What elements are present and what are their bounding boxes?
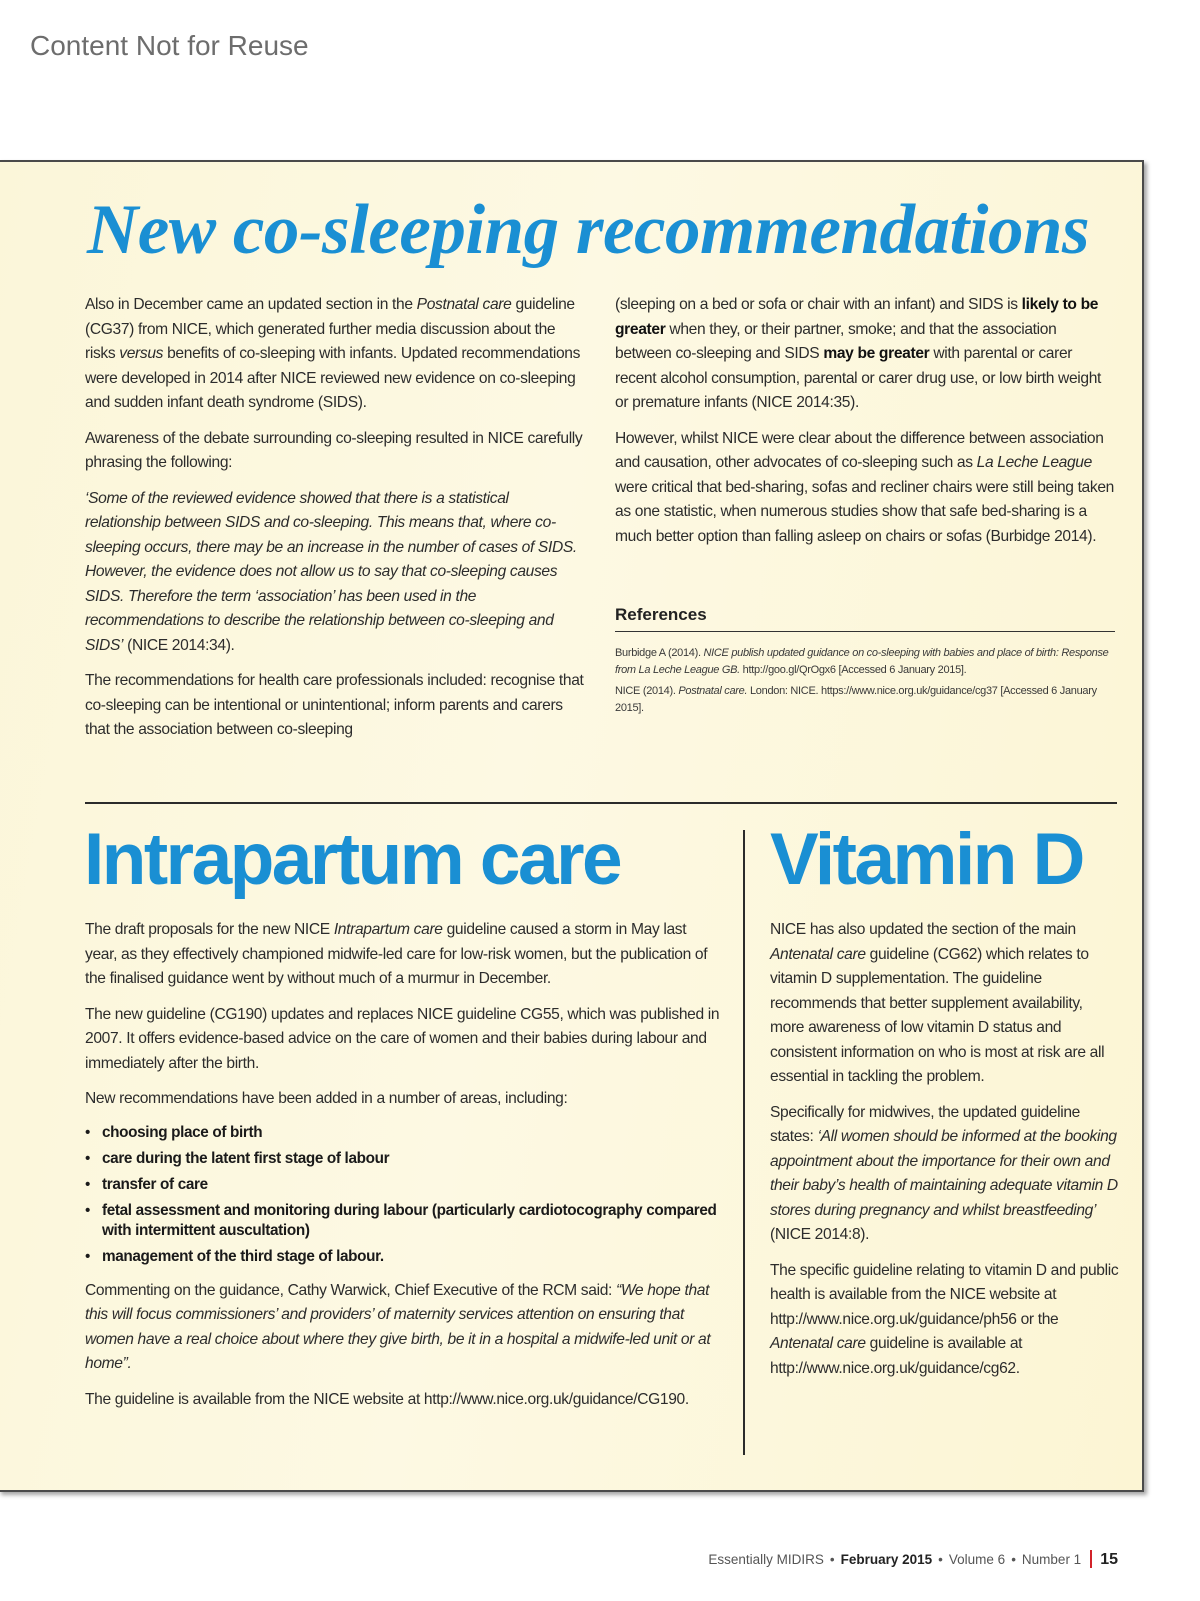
rcm-quote-paragraph: Commenting on the guidance, Cathy Warwick, Chief Executive of the RCM said: “We hope that this will focus commissioners’ and providers’ of maternity services attention on ensuring that women have a real choice about where they give birth, be it in a hospital a midwife-led unit or at home”.: [85, 1281, 711, 1372]
list-item: • transfer of care: [85, 1175, 720, 1195]
nice-quote: ‘Some of the reviewed evidence showed that there is a statistical relationship between SIDS and co-sleeping. This means that, where co-sleeping occurs, there may be an increase in the number of cases of SIDS. However, the evidence does not allow us to say that co-sleeping causes SIDS. Therefore the term ‘association’ has been used in the recommendations to describe the relationship between co-sleeping and SIDS’ (NICE 2014:34).: [85, 489, 577, 654]
intrapartum-paragraph-5: The guideline is available from the NICE website at http://www.nice.org.uk/guidance/CG190.: [85, 1390, 689, 1408]
page-number: 15: [1100, 1551, 1118, 1568]
cosleeping-paragraph-2: Awareness of the debate surrounding co-sleeping resulted in NICE carefully phrasing the following:: [85, 429, 583, 471]
intrapartum-paragraph-2: The new guideline (CG190) updates and replaces NICE guideline CG55, which was published in 2007. It offers evidence-based advice on the care of women and their babies during labour and immediately after the birth.: [85, 1005, 720, 1072]
reference-item: Burbidge A (2014). NICE publish updated guidance on co-sleeping with babies and place of birth: Response from La Leche League GB. http://goo.gl/QrOgx6 [Accessed 6 January 2015].: [615, 647, 1109, 676]
vitamin-d-paragraph-3: The specific guideline relating to vitamin D and public health is available from the NICE website at http://www.nice.org.uk/guidance/ph56 or the Antenatal care guideline is available at http://www.nice.org.uk/guidance/cg62.: [770, 1261, 1119, 1377]
vitamin-d-title: Vitamin D: [770, 819, 1083, 900]
volume: Volume 6: [948, 1552, 1006, 1567]
intrapartum-paragraph-1: The draft proposals for the new NICE Intrapartum care guideline caused a storm in May last year, as they effectively championed midwife-led care for low-risk women, but the publication of the finalised guidance went by without much of a murmur in December.: [85, 921, 708, 987]
column-divider: [743, 830, 745, 1455]
recommendation-list: [85, 1123, 720, 1267]
cosleeping-title: New co-sleeping recommendations: [87, 191, 1090, 269]
issue-number: Number 1: [1021, 1552, 1082, 1567]
vitamin-d-column: [770, 918, 1120, 1392]
issue-date: February 2015: [840, 1552, 933, 1567]
cosleeping-column-2: [615, 293, 1115, 560]
footer-divider: [1090, 1550, 1092, 1568]
list-item: • fetal assessment and monitoring during labour (particularly cardiotocography compared with intermittent auscultation): [85, 1201, 720, 1241]
cosleeping-paragraph-4: The recommendations for health care professionals included: recognise that co-sleeping can be intentional or unintentional; inform parents and carers that the association between co-sleeping: [85, 672, 584, 738]
section-divider: [85, 802, 1117, 804]
vitamin-d-paragraph-2: Specifically for midwives, the updated guideline states: ‘All women should be informed at the booking appointment about the importance for their own and their baby’s health of maintaining adequate vitamin D stores during pregnancy and whilst breastfeeding’ (NICE 2014:8).: [770, 1103, 1118, 1243]
references-heading: References: [615, 605, 1115, 632]
watermark: Content Not for Reuse: [30, 30, 309, 61]
reference-item: NICE (2014). Postnatal care. London: NICE. https://www.nice.org.uk/guidance/cg37 [Accessed 6 January 2015].: [615, 685, 1097, 714]
list-item: • care during the latent first stage of labour: [85, 1149, 720, 1169]
vitamin-d-paragraph-1: NICE has also updated the section of the main Antenatal care guideline (CG62) which relates to vitamin D supplementation. The guideline recommends that better supplement availability, more awareness of low vitamin D status and consistent information on who is most at risk are all essential in tackling the problem.: [770, 921, 1105, 1085]
list-item: • management of the third stage of labour.: [85, 1247, 720, 1267]
intrapartum-column: [85, 918, 720, 1423]
list-item: • choosing place of birth: [85, 1123, 720, 1143]
page-footer: Essentially MIDIRS • February 2015 • Volume 6 • Number 1 15: [708, 1551, 1118, 1568]
cosleeping-paragraph-6: However, whilst NICE were clear about the difference between association and causation, other advocates of co-sleeping such as La Leche League were critical that bed-sharing, sofas and recliner chairs were still being taken as one statistic, when numerous studies show that safe bed-sharing is a much better option than falling asleep on chairs or sofas (Burbidge 2014).: [615, 429, 1114, 545]
publication-name: Essentially MIDIRS: [708, 1552, 824, 1567]
cosleeping-column-1: [85, 293, 587, 754]
cosleeping-paragraph-5: (sleeping on a bed or sofa or chair with an infant) and SIDS is likely to be greater when they, or their partner, smoke; and that the association between co-sleeping and SIDS may be greater with parental or carer recent alcohol consumption, parental or carer drug use, or low birth weight or premature infants (NICE 2014:35).: [615, 296, 1102, 411]
cosleeping-paragraph-1: Also in December came an updated section in the Postnatal care guideline (CG37) from NICE, which generated further media discussion about the risks versus benefits of co-sleeping with infants. Updated recommendations were developed in 2014 after NICE reviewed new evidence on co-sleeping and sudden infant death syndrome (SIDS).: [85, 296, 581, 411]
intrapartum-paragraph-3: New recommendations have been added in a number of areas, including:: [85, 1090, 568, 1107]
intrapartum-title: Intrapartum care: [84, 819, 621, 900]
references-list: [615, 645, 1115, 721]
